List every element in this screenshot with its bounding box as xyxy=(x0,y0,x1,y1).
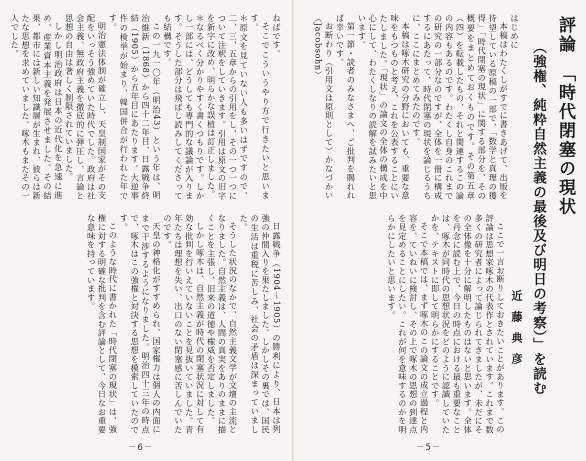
left-top-column xyxy=(10,14,282,200)
paragraph: ここで一言お断りしておきたいことがあります。この評論は思想家啄木の代表作とされています。これまで数多くの研究者によって論じられてきましたが、未だにその全体像を十分に解明したものはないと思います。全体を丹念に読む上で、今日の時点における最も重要なことは、啄木が同時代の思想状況をどのように認識していたかを、テキストに即して明らかにすることです。 xyxy=(430,214,506,434)
paragraph: 本稿は啄木研究の分野においても、重要な意味をもつものと考え、これを公表することにいたしました。「現状」の論文の全体の構成を中心にして、わたくしなりの読解を試みたいと思います。 xyxy=(357,14,411,200)
right-bottom-column xyxy=(302,214,506,434)
paragraph: そこで本稿では、まず啄木のこの論文の成立過程と内容を、ていねいに検討し、その上で啄木の思想の到達点を見定めることにしたい。これが何を意味するのかを明らかにしたいと思います。 xyxy=(386,214,430,434)
paragraph: ＊なるべく分かりやすく書くつもりです。しかし一部には、どうしても専門的な議論が入ります。そうした部分は飛ばし読みしてくださっても結構です。 xyxy=(162,14,206,200)
paragraph: この一九一〇年（明治43）という年は、明治維新（1868）から四十二年目、日露戦争終結（1905）から五年目にあたります。大逆事件の検挙が始まり、韓国併合が行われた年です。 xyxy=(108,14,163,200)
page-number: －6－ xyxy=(128,443,154,453)
paragraph: 明治憲法体制が確立し、天皇制国家がその支配をいっそう強めていた時代でした。政府は社会主義、無政府主義を徹底的に弾圧し、言論と思想の自由は著しく制限されていました。 xyxy=(64,14,108,200)
right-top-column xyxy=(302,14,520,200)
left-page xyxy=(0,0,290,461)
paragraph: ねばです。 xyxy=(272,14,282,58)
paragraph: 日露戦争（1904〜1905）の勝利により、日本は列強の仲間入りを果たしました。しかしその裏では、国民の生活は重税に苦しみ、社会の矛盾は深まっていました。 xyxy=(239,214,282,434)
paragraph: しかし明治政府は日本の近代化を急速に進め、産業資本主義を発展させました。その結果、都市には新しい知識層が生まれ、彼らは新たな思想を求めていました。啄木もまたその一人でした。 xyxy=(10,14,64,200)
paragraph: しかし啄木は、自然主義が時代の閉塞状況に対して有効な批判を行いえていないことを見抜いていました。青年たちは理想を失い、出口のない閉塞感に苦しんでいたのです。 xyxy=(162,214,206,434)
author-name: 近藤典彦 xyxy=(510,290,523,374)
paragraph: ＊原文を見ていない人も多いはずですので、二、三、五章からの引用をし、その一つ一つについて注釈をしていきます。引用は原文の旧字を新字に改め、明らかな誤植は訂正しました。 xyxy=(206,14,250,200)
paragraph: 天皇の神格化がすすめられ、国家権力は個人の内面にまで干渉するようになりました。明治四十三年の時点で、啄木はこの強権と対決する思想を模索していたのです。 xyxy=(119,214,163,434)
paragraph: このような時代に書かれた「時代閉塞の現状」は、強権に対する明確な批判を含む評論として、今日なお重要な意味を持っています。 xyxy=(86,214,119,434)
paragraph: そうした状況のなかで、自然主義文学が文壇の主流となりました。自然主義は、人間の真実をありのままに描くことを主張し、旧来の道徳や権威を否定しました。 xyxy=(206,214,239,434)
paragraph: そこでこういうやり方で行きたいと思います。 xyxy=(250,14,272,200)
article-subtitle: （強権、純粋自然主義の最後及び明日の考察）」を読む xyxy=(530,40,546,396)
article-title: 評論 「時代閉塞の現状 xyxy=(555,16,575,217)
paragraph: 第一節・読者のみなさまへ、ご批判を賜れれば幸いです。 xyxy=(335,14,357,200)
page-number: －5－ xyxy=(416,443,442,453)
page-gutter xyxy=(292,0,294,461)
right-page xyxy=(296,0,586,461)
left-bottom-column xyxy=(14,214,282,434)
paragraph: 本稿はわたくしがすでに書きあげて、出版を待望している原稿の一部で、「数学と真理の獲得」「時代閉塞の現状」に関する部分を、その概要をまとめておくものです。その第五章（四）を転載したもの、それと関連するこの論の内容もあるのです。わたくし自身のこれまでの研究の一部分なのですが、全体を一冊に構成するにあたって、時代閉塞の現状を論じるうちに、ここにまとめてみたのです。 xyxy=(411,14,510,200)
paragraph: はじめに xyxy=(510,14,520,50)
paragraph: お断わり（引用文は原則として）かなづかい（Jacobsohn） xyxy=(313,14,335,200)
